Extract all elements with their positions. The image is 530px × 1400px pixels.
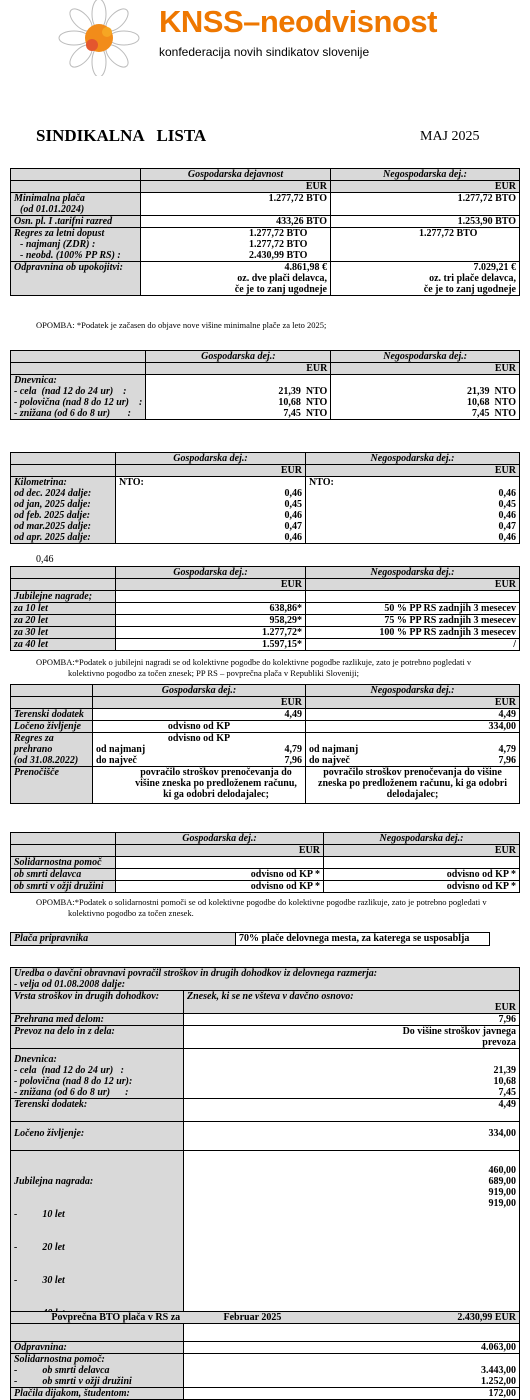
note-2a: OPOMBA:*Podatek o jubilejni nagradi se od kolektivne pogodbe do kolektivne pogodbe razlikuje, zato je potrebno pogledati v bbox=[36, 657, 472, 667]
ur-dn2: 10,68 bbox=[493, 1076, 516, 1087]
km-g: 0,46 bbox=[284, 532, 302, 543]
dn-label: Dnevnica: bbox=[14, 375, 57, 386]
logo-subtitle: konfederacija novih sindikatov slovenije bbox=[159, 45, 370, 59]
col-eur: EUR bbox=[306, 579, 520, 591]
km-n: 0,46 bbox=[498, 532, 516, 543]
ur-dn3-label: - znižana (od 6 do 8 ur) : bbox=[14, 1087, 129, 1098]
sol-n2: odvisno od KP * bbox=[324, 881, 520, 893]
col-eur: EUR bbox=[331, 181, 520, 193]
jub-row-label: za 10 let bbox=[11, 603, 116, 615]
dn-g3: 7,45 NTO bbox=[283, 408, 328, 419]
logo-title: KNSS–neodvisnost bbox=[159, 4, 437, 39]
daisy-logo-icon bbox=[54, 0, 144, 76]
table-basic-wages bbox=[10, 168, 520, 296]
odp-g3: če je to zanj ugodneje bbox=[234, 284, 327, 295]
table-solidarnostna bbox=[10, 832, 520, 893]
ur-prev-1: Do višine stroškov javnega bbox=[402, 1026, 516, 1037]
osn-g: 433,26 BTO bbox=[141, 216, 331, 228]
km-row-label: od apr. 2025 dalje: bbox=[14, 532, 91, 543]
col-negosp: Negospodarska dej.: bbox=[324, 833, 520, 845]
ur-jub-row-label: - 40 let bbox=[14, 1308, 65, 1319]
ur-preh-label: Prehrana med delom: bbox=[11, 1014, 184, 1026]
reg-label: Regres za letni dopust bbox=[14, 228, 105, 239]
col-gosp: Gospodarska dej.: bbox=[146, 351, 331, 363]
odp-n2: oz. tri plače delavca, bbox=[429, 273, 516, 284]
km-n: 0,45 bbox=[498, 499, 516, 510]
ur-jub-value: 460,00 bbox=[488, 1165, 516, 1176]
jub-n: 50 % PP RS zadnjih 3 mesecev bbox=[306, 603, 520, 615]
col-gosp: Gospodarska dejavnost bbox=[141, 169, 331, 181]
min-n: 1.277,72 BTO bbox=[331, 193, 520, 216]
jub-n: 100 % PP RS zadnjih 3 mesecev bbox=[306, 627, 520, 639]
ter-g: 4,49 bbox=[93, 709, 306, 721]
km-nto: NTO: bbox=[309, 477, 334, 488]
reg-l2: - najmanj (ZDR) : bbox=[20, 239, 96, 250]
prip-label: Plača pripravnika bbox=[11, 933, 236, 946]
sol-l2: ob smrti v ožji družini bbox=[11, 881, 116, 893]
regp-l3: (od 31.08.2022) bbox=[14, 755, 79, 766]
ur-prev-label: Prevoz na delo in z dela: bbox=[11, 1026, 184, 1049]
col-eur: EUR bbox=[146, 363, 331, 375]
ur-preh: 7,96 bbox=[184, 1014, 520, 1026]
km-n: 0,46 bbox=[498, 510, 516, 521]
km-g: 0,46 bbox=[284, 510, 302, 521]
km-g: 0,45 bbox=[284, 499, 302, 510]
sol-n1: odvisno od KP * bbox=[324, 869, 520, 881]
reg-g1: 1.277,72 BTO bbox=[249, 228, 308, 239]
col-negosp: Negospodarska dej.: bbox=[306, 567, 520, 579]
ur-dn1: 21,39 bbox=[493, 1065, 516, 1076]
table-pripravnik bbox=[10, 932, 490, 946]
col-negosp: Negospodarska dej.: bbox=[331, 351, 520, 363]
ur-jub-row-label: - 20 let bbox=[14, 1242, 65, 1253]
km-row-label: od jan, 2025 dalje: bbox=[14, 499, 91, 510]
ur-odp: 4.063,00 bbox=[184, 1342, 520, 1354]
col-gosp: Gospodarska dej.: bbox=[116, 833, 324, 845]
sol-label: Solidarnostna pomoč bbox=[11, 857, 116, 869]
table-footer bbox=[10, 1311, 520, 1324]
col-eur: EUR bbox=[324, 845, 520, 857]
km-nto: NTO: bbox=[119, 477, 144, 488]
ur-sol-label: Solidarnostna pomoč: bbox=[14, 1354, 105, 1365]
ur-jub-label: Jubilejna nagrada: bbox=[14, 1176, 94, 1187]
ter-n: 4,49 bbox=[306, 709, 520, 721]
note-2b: kolektivno pogodbo za točen znesek; PP RS – povprečna plača v Republiki Sloveniji; bbox=[68, 668, 359, 678]
ur-loc-label: Ločeno življenje: bbox=[11, 1122, 184, 1151]
ur-dn1-label: - cela (nad 12 do 24 ur) : bbox=[14, 1065, 124, 1076]
ur-dij: 172,00 bbox=[184, 1388, 520, 1400]
footer-month: Februar 2025 bbox=[221, 1312, 341, 1324]
osn-n: 1.253,90 BTO bbox=[331, 216, 520, 228]
km-n: 0,46 bbox=[498, 488, 516, 499]
pre-n: povračilo stroškov prenočevanja do višine zneska po predloženem računu, ki ga odobri delodajalec; bbox=[306, 767, 520, 804]
ur-col1: Vrsta stroškov in drugih dohodkov: bbox=[11, 991, 184, 1014]
footer-value: 2.430,99 EUR bbox=[341, 1312, 520, 1324]
regp-n1: 4,79 bbox=[498, 744, 516, 755]
km-row-label: od dec. 2024 dalje: bbox=[14, 488, 92, 499]
ur-eur: EUR bbox=[494, 1002, 516, 1013]
km-row-label: od mar.2025 dalje: bbox=[14, 521, 91, 532]
sol-l1: ob smrti delavca bbox=[11, 869, 116, 881]
km-n: 0,47 bbox=[498, 521, 516, 532]
dn-n3: 7,45 NTO bbox=[472, 408, 516, 419]
page-month: MAJ 2025 bbox=[420, 129, 480, 144]
loc-g: odvisno od KP bbox=[93, 721, 306, 733]
reg-l3: - neobd. (100% PP RS) : bbox=[20, 250, 121, 261]
loc-n: 334,00 bbox=[306, 721, 520, 733]
ur-sol1-label: - ob smrti delavca bbox=[14, 1365, 110, 1376]
prip-value: 70% plače delovnega mesta, za katerega se usposablja bbox=[236, 933, 490, 946]
odp-g2: oz. dve plači delavca, bbox=[237, 273, 327, 284]
km-g: 0,47 bbox=[284, 521, 302, 532]
ur-sol2-label: - ob smrti v ožji družini bbox=[14, 1376, 132, 1387]
ur-jub-value: 919,00 bbox=[488, 1187, 516, 1198]
dn-g2: 10,68 NTO bbox=[278, 397, 328, 408]
col-eur: EUR bbox=[93, 697, 306, 709]
regp-n2: 7,96 bbox=[498, 755, 516, 766]
odp-g1: 4.861,98 € bbox=[284, 262, 327, 273]
osn-label: Osn. pl. I .tarifni razred bbox=[11, 216, 141, 228]
ur-jub-row-label: - 10 let bbox=[14, 1209, 65, 1220]
ur-ter: 4,49 bbox=[184, 1099, 520, 1122]
ur-odp-label: Odpravnina: bbox=[11, 1342, 184, 1354]
ur-jub-row-label: - 30 let bbox=[14, 1275, 65, 1286]
dn-n2: 10,68 NTO bbox=[467, 397, 516, 408]
logo bbox=[54, 0, 514, 76]
table-dodatki bbox=[10, 684, 520, 804]
regp-g1: 4,79 bbox=[284, 744, 302, 755]
regp-l2: prehrano bbox=[14, 744, 53, 755]
ur-dn-label: Dnevnica: bbox=[14, 1054, 57, 1065]
ur-h2: - velja od 01.08.2008 dalje: bbox=[14, 979, 126, 990]
min-sub: (od 01.01.2024) bbox=[20, 204, 85, 215]
jub-row-label: za 30 let bbox=[11, 627, 116, 639]
ur-loc: 334,00 bbox=[184, 1122, 520, 1151]
jub-n: / bbox=[306, 639, 520, 651]
dn-l3: - znižana (od 6 do 8 ur) : bbox=[14, 408, 131, 419]
sol-g2: odvisno od KP * bbox=[116, 881, 324, 893]
col-eur: EUR bbox=[116, 465, 306, 477]
table-kilometrina bbox=[10, 452, 520, 544]
ur-ter-label: Terenski dodatek: bbox=[11, 1099, 184, 1122]
jub-n: 75 % PP RS zadnjih 3 mesecev bbox=[306, 615, 520, 627]
dn-g1: 21,39 NTO bbox=[278, 386, 328, 397]
col-gosp: Gospodarska dej.: bbox=[116, 567, 306, 579]
table-dnevnica bbox=[10, 350, 520, 420]
min-g: 1.277,72 BTO bbox=[141, 193, 331, 216]
col-negosp: Negospodarska dej.: bbox=[306, 685, 520, 697]
odp-label: Odpravnina ob upokojitvi: bbox=[11, 262, 141, 296]
regp-g1-label: od najmanj bbox=[96, 744, 146, 755]
ur-sol1: 3.443,00 bbox=[481, 1365, 516, 1376]
ur-jub-value: 919,00 bbox=[488, 1198, 516, 1209]
dn-l2: - polovična (nad 8 do 12 ur) : bbox=[14, 397, 143, 408]
pre-label: Prenočišče bbox=[11, 767, 93, 804]
note-1: OPOMBA: *Podatek je začasen do objave nove višine minimalne plače za leto 2025; bbox=[36, 320, 327, 330]
reg-g2: 1.277,72 BTO bbox=[249, 239, 308, 250]
col-gosp: Gospodarska dej.: bbox=[93, 685, 306, 697]
ur-col2: Znesek, ki se ne všteva v davčno osnovo: bbox=[187, 991, 354, 1002]
km-extra: 0,46 bbox=[36, 554, 54, 565]
odp-n3: če je to zanj ugodneje bbox=[423, 284, 516, 295]
ter-label: Terenski dodatek bbox=[11, 709, 93, 721]
regp-g2-label: do največ bbox=[96, 755, 137, 766]
reg-g3: 2.430,99 BTO bbox=[249, 250, 308, 261]
col-negosp: Negospodarska dej.: bbox=[331, 169, 520, 181]
loc-label: Ločeno življenje bbox=[11, 721, 93, 733]
regp-g0: odvisno od KP bbox=[167, 733, 231, 744]
jub-g: 958,29* bbox=[116, 615, 306, 627]
col-eur: EUR bbox=[141, 181, 331, 193]
jub-g: 1.597,15* bbox=[116, 639, 306, 651]
reg-n1: 1.277,72 BTO bbox=[419, 228, 478, 239]
col-gosp: Gospodarska dej.: bbox=[116, 453, 306, 465]
col-eur: EUR bbox=[331, 363, 520, 375]
min-label: Minimalna plača bbox=[14, 193, 85, 204]
col-eur: EUR bbox=[306, 465, 520, 477]
regp-n2-label: do največ bbox=[309, 755, 350, 766]
ur-jub-value: 689,00 bbox=[488, 1176, 516, 1187]
ur-dn2-label: - polovična (nad 8 do 12 ur): bbox=[14, 1076, 133, 1087]
ur-h1: Uredba o davčni obravnavi povračil stroškov in drugih dohodkov iz delovnega razmerja: bbox=[14, 968, 378, 979]
ur-prev-2: prevoza bbox=[482, 1037, 516, 1048]
ur-dn3: 7,45 bbox=[498, 1087, 516, 1098]
km-row-label: od feb. 2025 dalje: bbox=[14, 510, 91, 521]
col-eur: EUR bbox=[306, 697, 520, 709]
note-3a: OPOMBA:*Podatek o solidarnostni pomoči se od kolektivne pogodbe do kolektivne pogodbe razlikuje, zato je potrebno pogledati v bbox=[36, 897, 487, 907]
regp-g2: 7,96 bbox=[284, 755, 302, 766]
regp-n1-label: od najmanj bbox=[309, 744, 359, 755]
jub-row-label: za 20 let bbox=[11, 615, 116, 627]
dn-n1: 21,39 NTO bbox=[467, 386, 516, 397]
table-uredba bbox=[10, 967, 520, 1400]
note-3b: kolektivno pogodbo za točen znesek. bbox=[68, 908, 194, 918]
sol-g1: odvisno od KP * bbox=[116, 869, 324, 881]
footer-label: Povprečna BTO plača v RS za bbox=[11, 1312, 221, 1324]
odp-n1: 7.029,21 € bbox=[473, 262, 516, 273]
page-title: SINDIKALNA LISTA bbox=[36, 126, 207, 145]
table-jubilejne bbox=[10, 566, 520, 651]
col-eur: EUR bbox=[116, 845, 324, 857]
jub-g: 638,86* bbox=[116, 603, 306, 615]
regp-l1: Regres za bbox=[14, 733, 54, 744]
jub-g: 1.277,72* bbox=[116, 627, 306, 639]
col-negosp: Negospodarska dej.: bbox=[306, 453, 520, 465]
dn-l1: - cela (nad 12 do 24 ur) : bbox=[14, 386, 127, 397]
col-eur: EUR bbox=[116, 579, 306, 591]
ur-sol2: 1.252,00 bbox=[481, 1376, 516, 1387]
pre-g: povračilo stroškov prenočevanja do višine zneska po predloženem računu, ki ga odobri delodajalec; bbox=[93, 767, 306, 804]
jub-label: Jubilejne nagrade; bbox=[11, 591, 116, 603]
km-g: 0,46 bbox=[284, 488, 302, 499]
km-label: Kilometrina: bbox=[14, 477, 67, 488]
ur-dij-label: Plačila dijakom, študentom: bbox=[11, 1388, 184, 1400]
jub-row-label: za 40 let bbox=[11, 639, 116, 651]
